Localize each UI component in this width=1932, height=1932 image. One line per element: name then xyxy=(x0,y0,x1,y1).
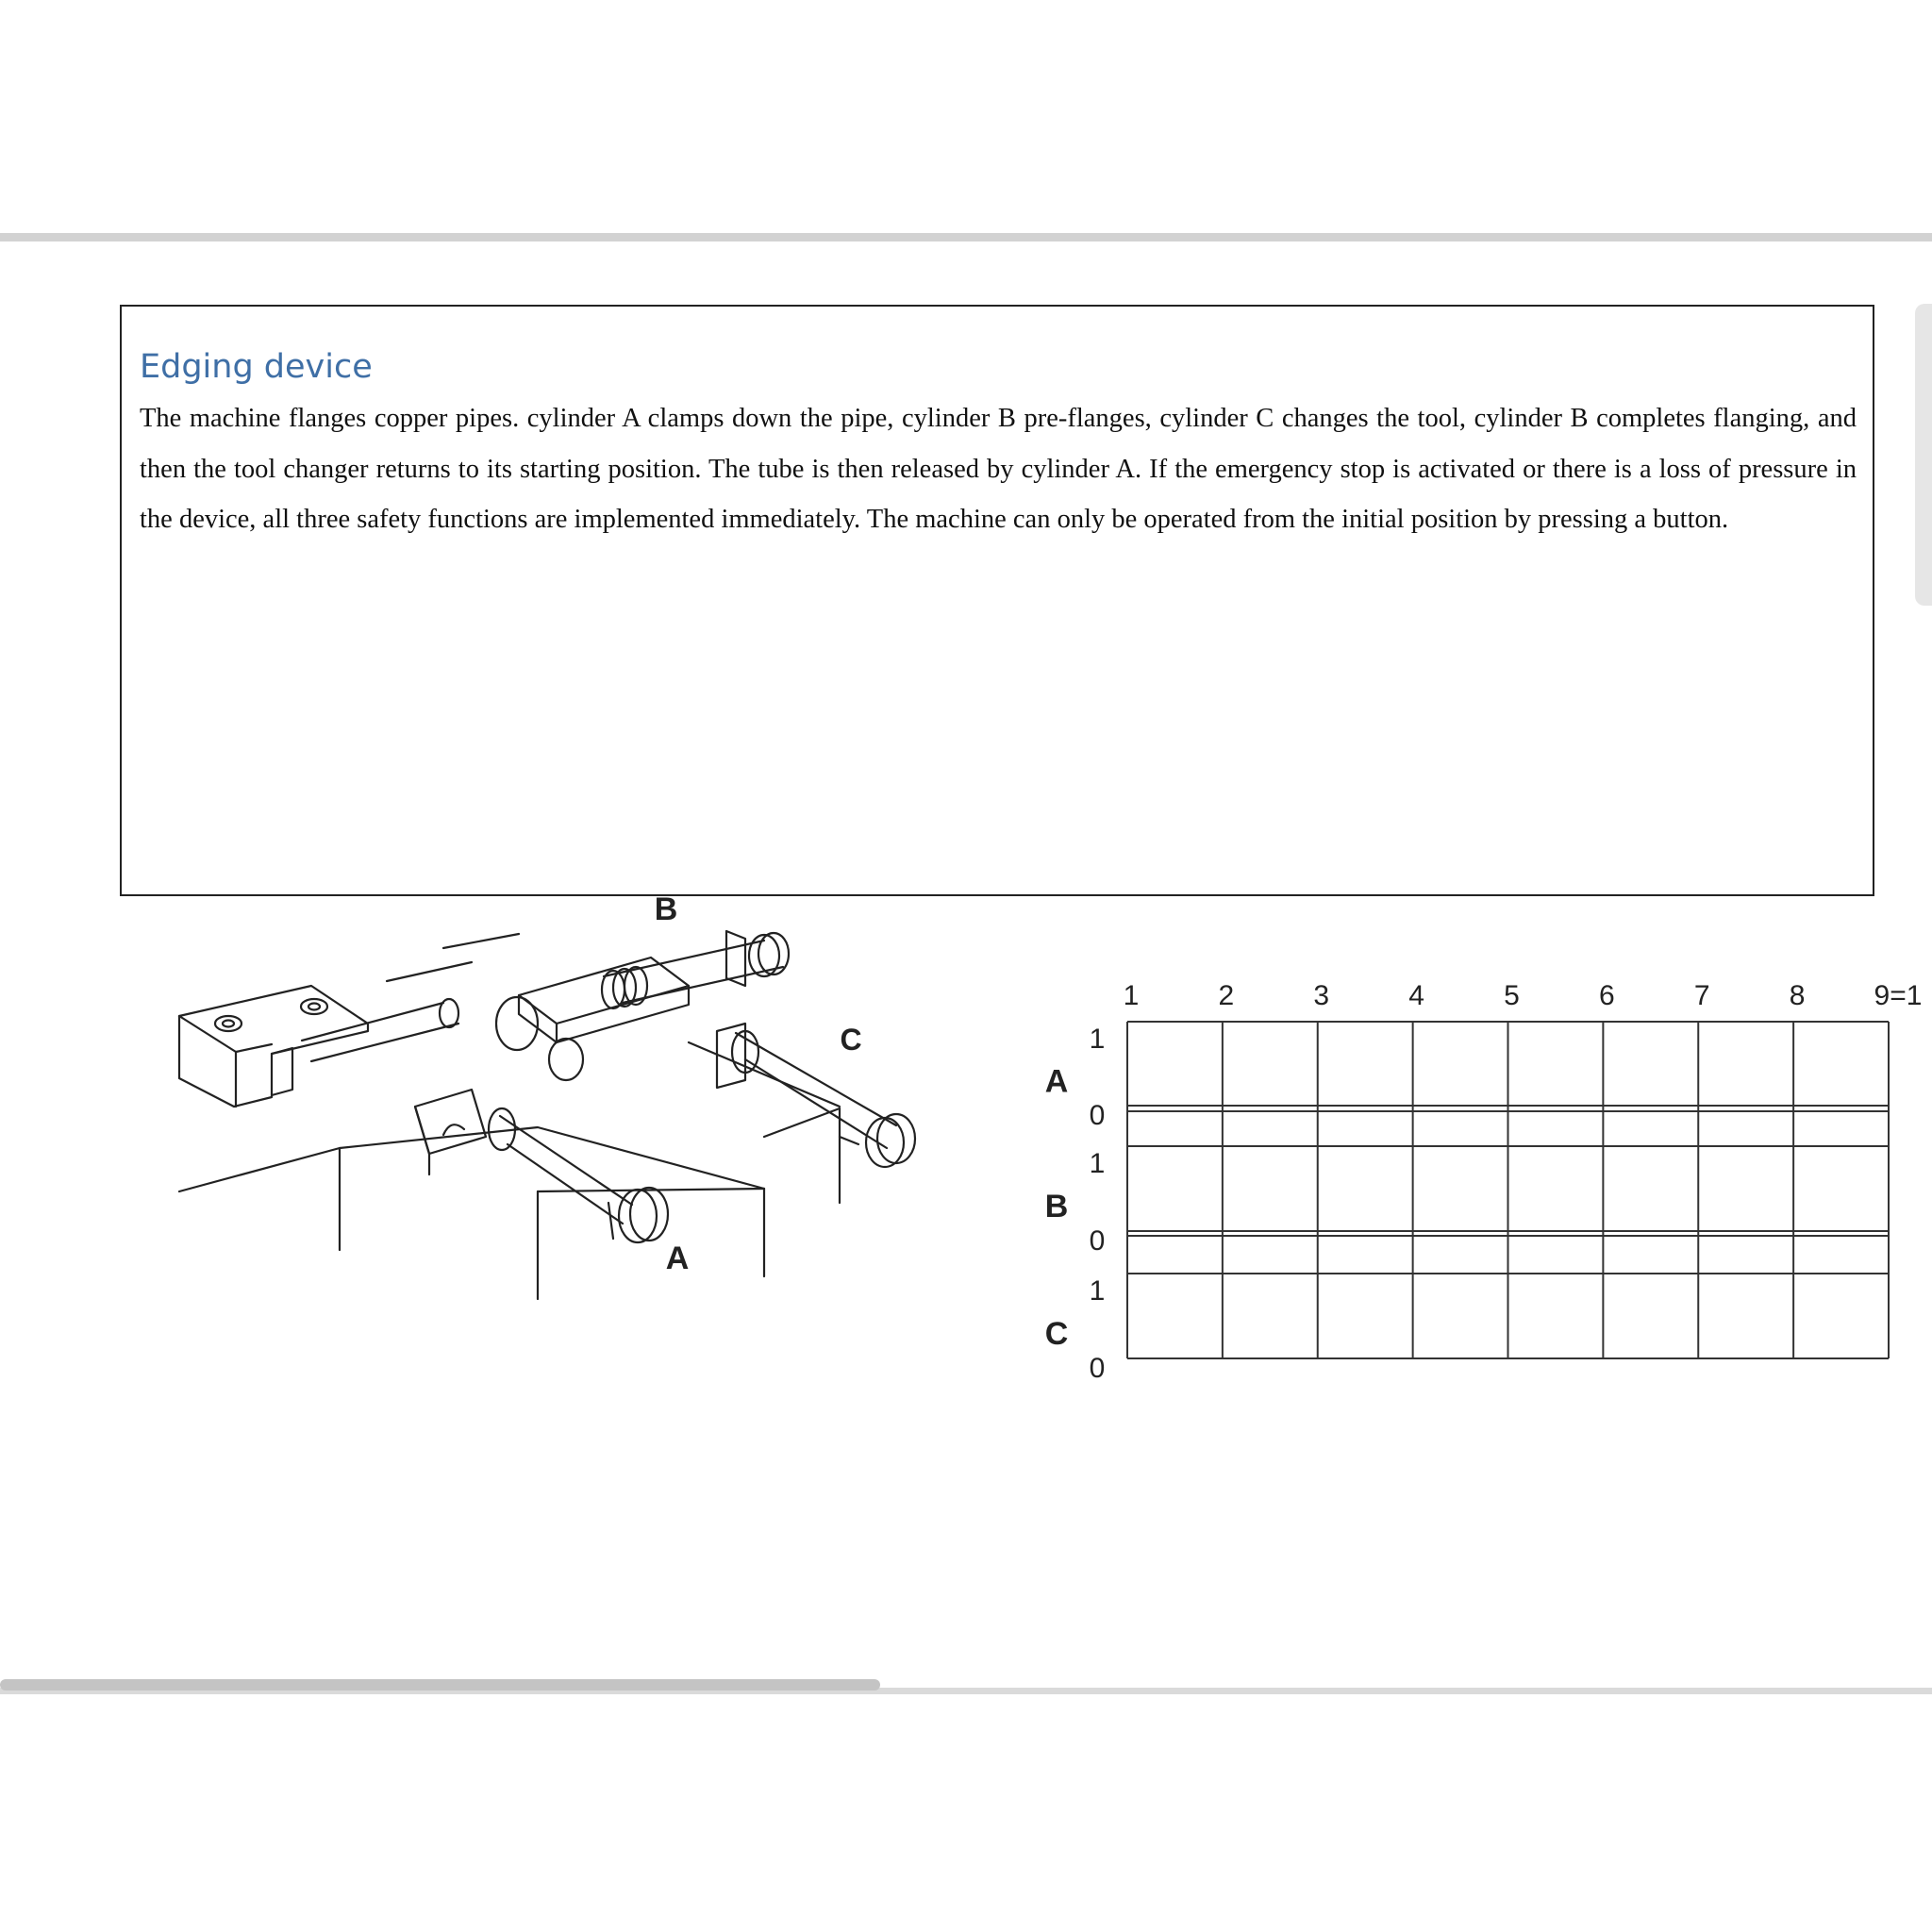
row-labels xyxy=(1045,1024,1106,1384)
step-label: 1 xyxy=(1123,980,1140,1011)
row-name-label: B xyxy=(1044,1189,1069,1224)
step-label: 2 xyxy=(1218,980,1235,1011)
horizontal-scrollbar[interactable] xyxy=(0,1679,880,1690)
cylinder-c-label: C xyxy=(840,1023,862,1057)
step-label: 3 xyxy=(1313,980,1330,1011)
row-high-label: 1 xyxy=(1089,1148,1106,1179)
section-description: The machine flanges copper pipes. cylinder A clamps down the pipe, cylinder B pre-flanges, cylinder C changes the tool, cylinder B completes flanging, and then the tool changer returns to its starting position. The tube is then released by cylinder A. If the emergency stop is activated or there is a loss of pressure in the device, all three safety functions are implemented immediately. The machine can only be operated from the initial position by pressing a button. xyxy=(140,404,1857,534)
side-panel-tab[interactable] xyxy=(1915,304,1932,606)
step-label: 5 xyxy=(1504,980,1520,1011)
description-box xyxy=(120,305,1874,896)
step-numbers xyxy=(1124,980,1923,1011)
step-label: 9=1 xyxy=(1874,980,1923,1011)
row-name-label: C xyxy=(1044,1316,1069,1352)
section-title: Edging device xyxy=(140,348,373,386)
row-low-label: 0 xyxy=(1089,1225,1106,1257)
step-label: 6 xyxy=(1599,980,1615,1011)
copper-pipe xyxy=(302,934,519,1061)
cylinder-c xyxy=(717,1024,915,1167)
timing-diagram xyxy=(1019,967,1924,1401)
cylinder-b-label: B xyxy=(654,891,678,927)
cylinder-a-label: A xyxy=(665,1241,690,1276)
step-label: 7 xyxy=(1693,980,1710,1011)
row-name-label: A xyxy=(1044,1063,1069,1100)
row-low-label: 0 xyxy=(1089,1100,1106,1131)
step-label: 8 xyxy=(1789,980,1806,1011)
row-low-label: 0 xyxy=(1089,1353,1106,1384)
row-high-label: 1 xyxy=(1089,1024,1106,1055)
step-label: 4 xyxy=(1408,980,1424,1011)
top-divider xyxy=(0,233,1932,242)
clamp-block xyxy=(179,986,368,1107)
machine-drawing xyxy=(160,891,943,1382)
timing-grid xyxy=(1127,1022,1889,1358)
cylinder-a xyxy=(415,1090,668,1242)
row-high-label: 1 xyxy=(1089,1275,1106,1307)
